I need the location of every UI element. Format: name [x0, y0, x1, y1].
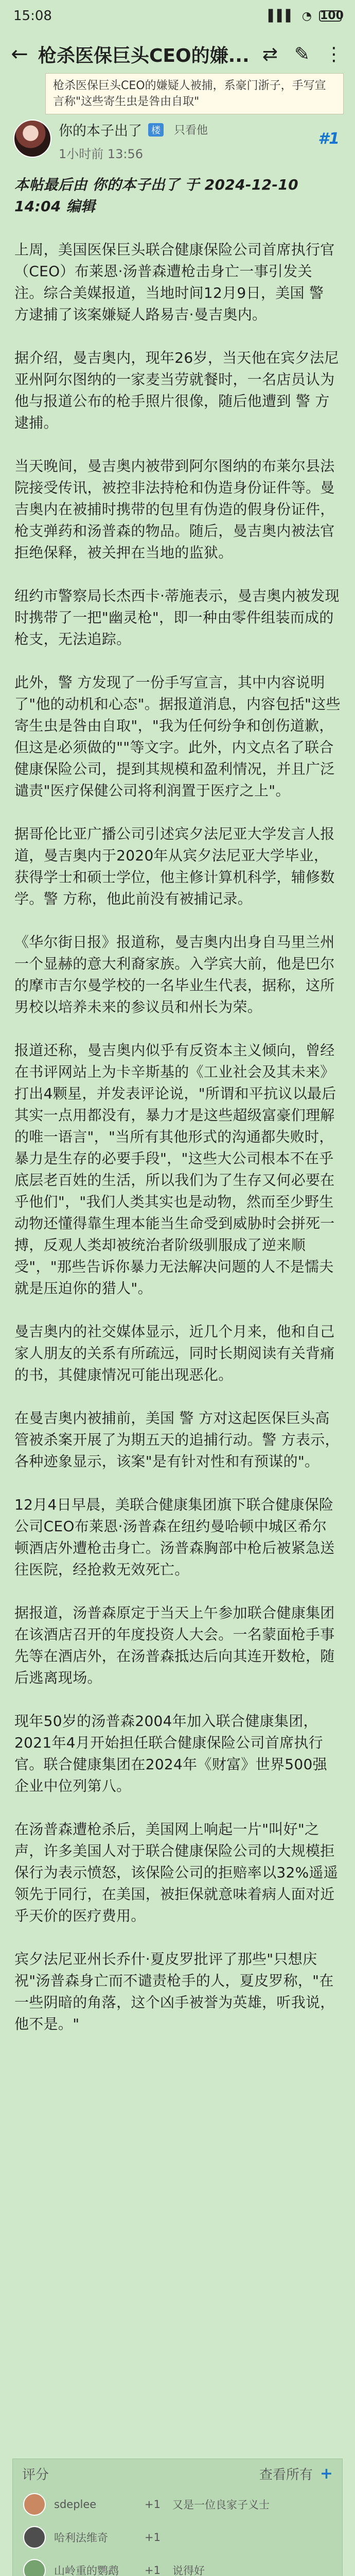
author-avatar[interactable] — [13, 120, 51, 158]
rating-title: 评分 — [22, 2467, 49, 2483]
post-paragraph: 据哥伦比亚广播公司引述宾夕法尼亚大学发言人报道，曼吉奥内于2020年从宾夕法尼亚大学毕业，获得学士和硕士学位，他主修计算机科学，辅修数学。警 方称，他此前没有被捕记录。 — [14, 825, 335, 907]
view-all-ratings-button[interactable]: 查看所有 — [259, 2467, 313, 2483]
rating-comment: 说得好 — [172, 2565, 205, 2576]
rater-avatar[interactable] — [23, 2493, 46, 2516]
rater-name[interactable]: 哈利法维奇 — [54, 2532, 108, 2544]
swap-icon[interactable]: ⇄ — [262, 43, 278, 65]
battery-level: 100 — [320, 9, 344, 22]
rating-row — [13, 2521, 342, 2554]
post-paragraph: 据报道，汤普森原定于当天上午参加联合健康集团在该酒店召开的年度投资人大会。一名蒙面枪手事先等在酒店外，在汤普森抵达后向其连开数枪，随后逃离现场。 — [14, 1604, 335, 1686]
post-paragraph: 据介绍，曼吉奥内，现年26岁，当天他在宾夕法尼亚州阿尔图纳的一家麦当劳就餐时，一名店员认为他与报道公布的枪手照片很像，随后他遭到 警 方逮捕。 — [14, 349, 339, 431]
rater-avatar[interactable] — [23, 2559, 46, 2576]
author-name[interactable]: 你的本子出了 — [59, 123, 142, 139]
post-time: 1小时前 13:56 — [59, 147, 144, 161]
post-paragraph: 在曼吉奥内被捕前，美国 警 方对这起医保巨头高管被杀案开展了为期五天的追捕行动。警 方表示，各种迹象显示，该案"是有针对性和有预谋的"。 — [14, 1410, 340, 1470]
post-paragraph: 12月4日早晨，美联合健康集团旗下联合健康保险公司CEO布莱恩·汤普森在纽约曼哈顿中城区希尔顿酒店外遭枪击身亡。汤普森胸部中枪后被紧急送往医院，经抢救无效死亡。 — [14, 1496, 335, 1578]
top-navigation-bar — [0, 32, 355, 76]
post-paragraph: 上周，美国医保巨头联合健康保险公司首席执行官（CEO）布莱恩·汤普森遭枪击身亡一事引发关注。综合美媒报道，当地时间12月9日，美国 警 方逮捕了该案嫌疑人路易吉·曼吉奥内。 — [14, 241, 335, 323]
author-level-badge: 楼 — [148, 123, 164, 137]
rating-score: +1 — [145, 2531, 161, 2544]
rating-row — [13, 2488, 342, 2521]
author-info — [59, 120, 208, 162]
signal-icon: ▌▌▌ — [269, 9, 295, 23]
rating-score: +1 — [145, 2564, 161, 2576]
back-icon[interactable]: ← — [11, 42, 28, 66]
rating-actions — [259, 2464, 333, 2483]
post-paragraph: 曼吉奥内的社交媒体显示，近几个月来，他和自己家人朋友的关系有所疏远，同时长期阅读有关背痛的书，其健康情况可能出现恶化。 — [14, 1323, 335, 1383]
post-paragraph: 在汤普森遭枪杀后，美国网上响起一片"叫好"之声，许多美国人对于联合健康保险公司的大规模拒保行为表示愤怒，该保险公司的拒赔率以32%遥遥领先于同行，在美国，被拒保就意味着病人面对近乎天价的医疗费用。 — [14, 1821, 339, 1924]
more-icon[interactable]: ⋮ — [325, 43, 343, 65]
edit-note: 本帖最后由 你的本子出了 于 2024-12-10 14:04 编辑 — [14, 176, 298, 215]
wifi-icon: ◔ — [301, 9, 312, 23]
rating-comment: 又是一位良家子义士 — [172, 2499, 270, 2511]
post-paragraph: 报道还称，曼吉奥内似乎有反资本主义倾向，曾经在书评网站上为卡辛斯基的《工业社会及其未来》打出4颗星，并发表评论说，"所谓和平抗议以最后其实一点用都没有，暴力才是这些超级富豪们理解的唯一语言"，"当所有其他形式的沟通都失败时，暴力是生存的必要手段"，"这些大公司根本不在乎底层老百姓的生活，所以我们为了生存又何必要在乎他们"，"我们人类其实也是动物，然而至少野生动物还懂得靠生理本能当生命受到威胁时会拼死一搏，反观人类却被统治者阶级驯服成了逆来顺受"，"那些告诉你暴力无法解决问题的人不是懦夫就是压迫你的猎人"。 — [14, 1042, 336, 1297]
rater-name[interactable]: 山岭重的鹦鹉 — [54, 2565, 119, 2576]
post-paragraph: 此外，警 方发现了一份手写宣言，其中内容说明了"他的动机和心态"。据报道消息，内容包括"这些寄生虫是咎由自取"，"我为任何纷争和创伤道歉，但这是必须做的""等文字。此外，内文点名了联合健康保险公司，提到其规模和盈利情况，并且广泛谴责"医疗保健公司将利润置于医疗之上"。 — [14, 674, 341, 799]
rater-avatar[interactable] — [23, 2526, 46, 2549]
rating-header — [13, 2459, 342, 2488]
edit-icon[interactable]: ✎ — [294, 43, 310, 65]
add-rating-icon[interactable]: + — [319, 2464, 333, 2483]
post-paragraph: 现年50岁的汤普森2004年加入联合健康集团，2021年4月开始担任联合健康保险公司首席执行官。联合健康集团在2024年《财富》世界500强企业中位列第八。 — [14, 1713, 327, 1794]
rater-name[interactable]: sdeplee — [54, 2498, 97, 2511]
rating-score: +1 — [145, 2498, 161, 2511]
status-time: 15:08 — [13, 8, 52, 24]
view-only-button[interactable]: 只看他 — [174, 124, 208, 137]
post-paragraph: 《华尔街日报》报道称，曼吉奥内出身自马里兰州一个显赫的意大利裔家族。入学宾大前，他是巴尔的摩市吉尔曼学校的一名毕业生代表，据称，这所男校以培养未来的参议员和州长为荣。 — [14, 934, 335, 1015]
rating-row — [13, 2554, 342, 2576]
author-row — [59, 120, 208, 140]
status-icons — [269, 10, 342, 23]
battery-icon — [319, 10, 342, 22]
page-title: 枪杀医保巨头CEO的嫌... — [38, 45, 250, 66]
status-bar — [0, 0, 355, 32]
post-paragraph: 当天晚间，曼吉奥内被带到阿尔图纳的布莱尔县法院接受传讯，被控非法持枪和伪造身份证件等。曼吉奥内在被捕时携带的包里有伪造的假身份证件，枪支弹药和汤普森的物品。随后，曼吉奥内被法官拒绝保释，被关押在当地的监狱。 — [14, 457, 335, 561]
floor-number: #1 — [318, 130, 340, 148]
post-paragraph: 纽约市警察局长杰西卡·蒂施表示，曼吉奥内被发现时携带了一把"幽灵枪"，即一种由零件组装而成的枪支，无法追踪。 — [14, 587, 340, 648]
post-body — [0, 162, 355, 2035]
rating-panel — [12, 2459, 343, 2576]
thread-title-tooltip: 枪杀医保巨头CEO的嫌疑人被捕，系豪门浙子，手写宣言称"这些寄生虫是咎由自取" — [45, 73, 344, 114]
post-paragraph: 宾夕法尼亚州长乔什·夏皮罗批评了那些"只想庆祝"汤普森身亡而不谴责枪手的人，夏皮罗称，"在一些阴暗的角落，这个凶手被誉为英雄，听我说，他不是。" — [14, 1951, 335, 2032]
